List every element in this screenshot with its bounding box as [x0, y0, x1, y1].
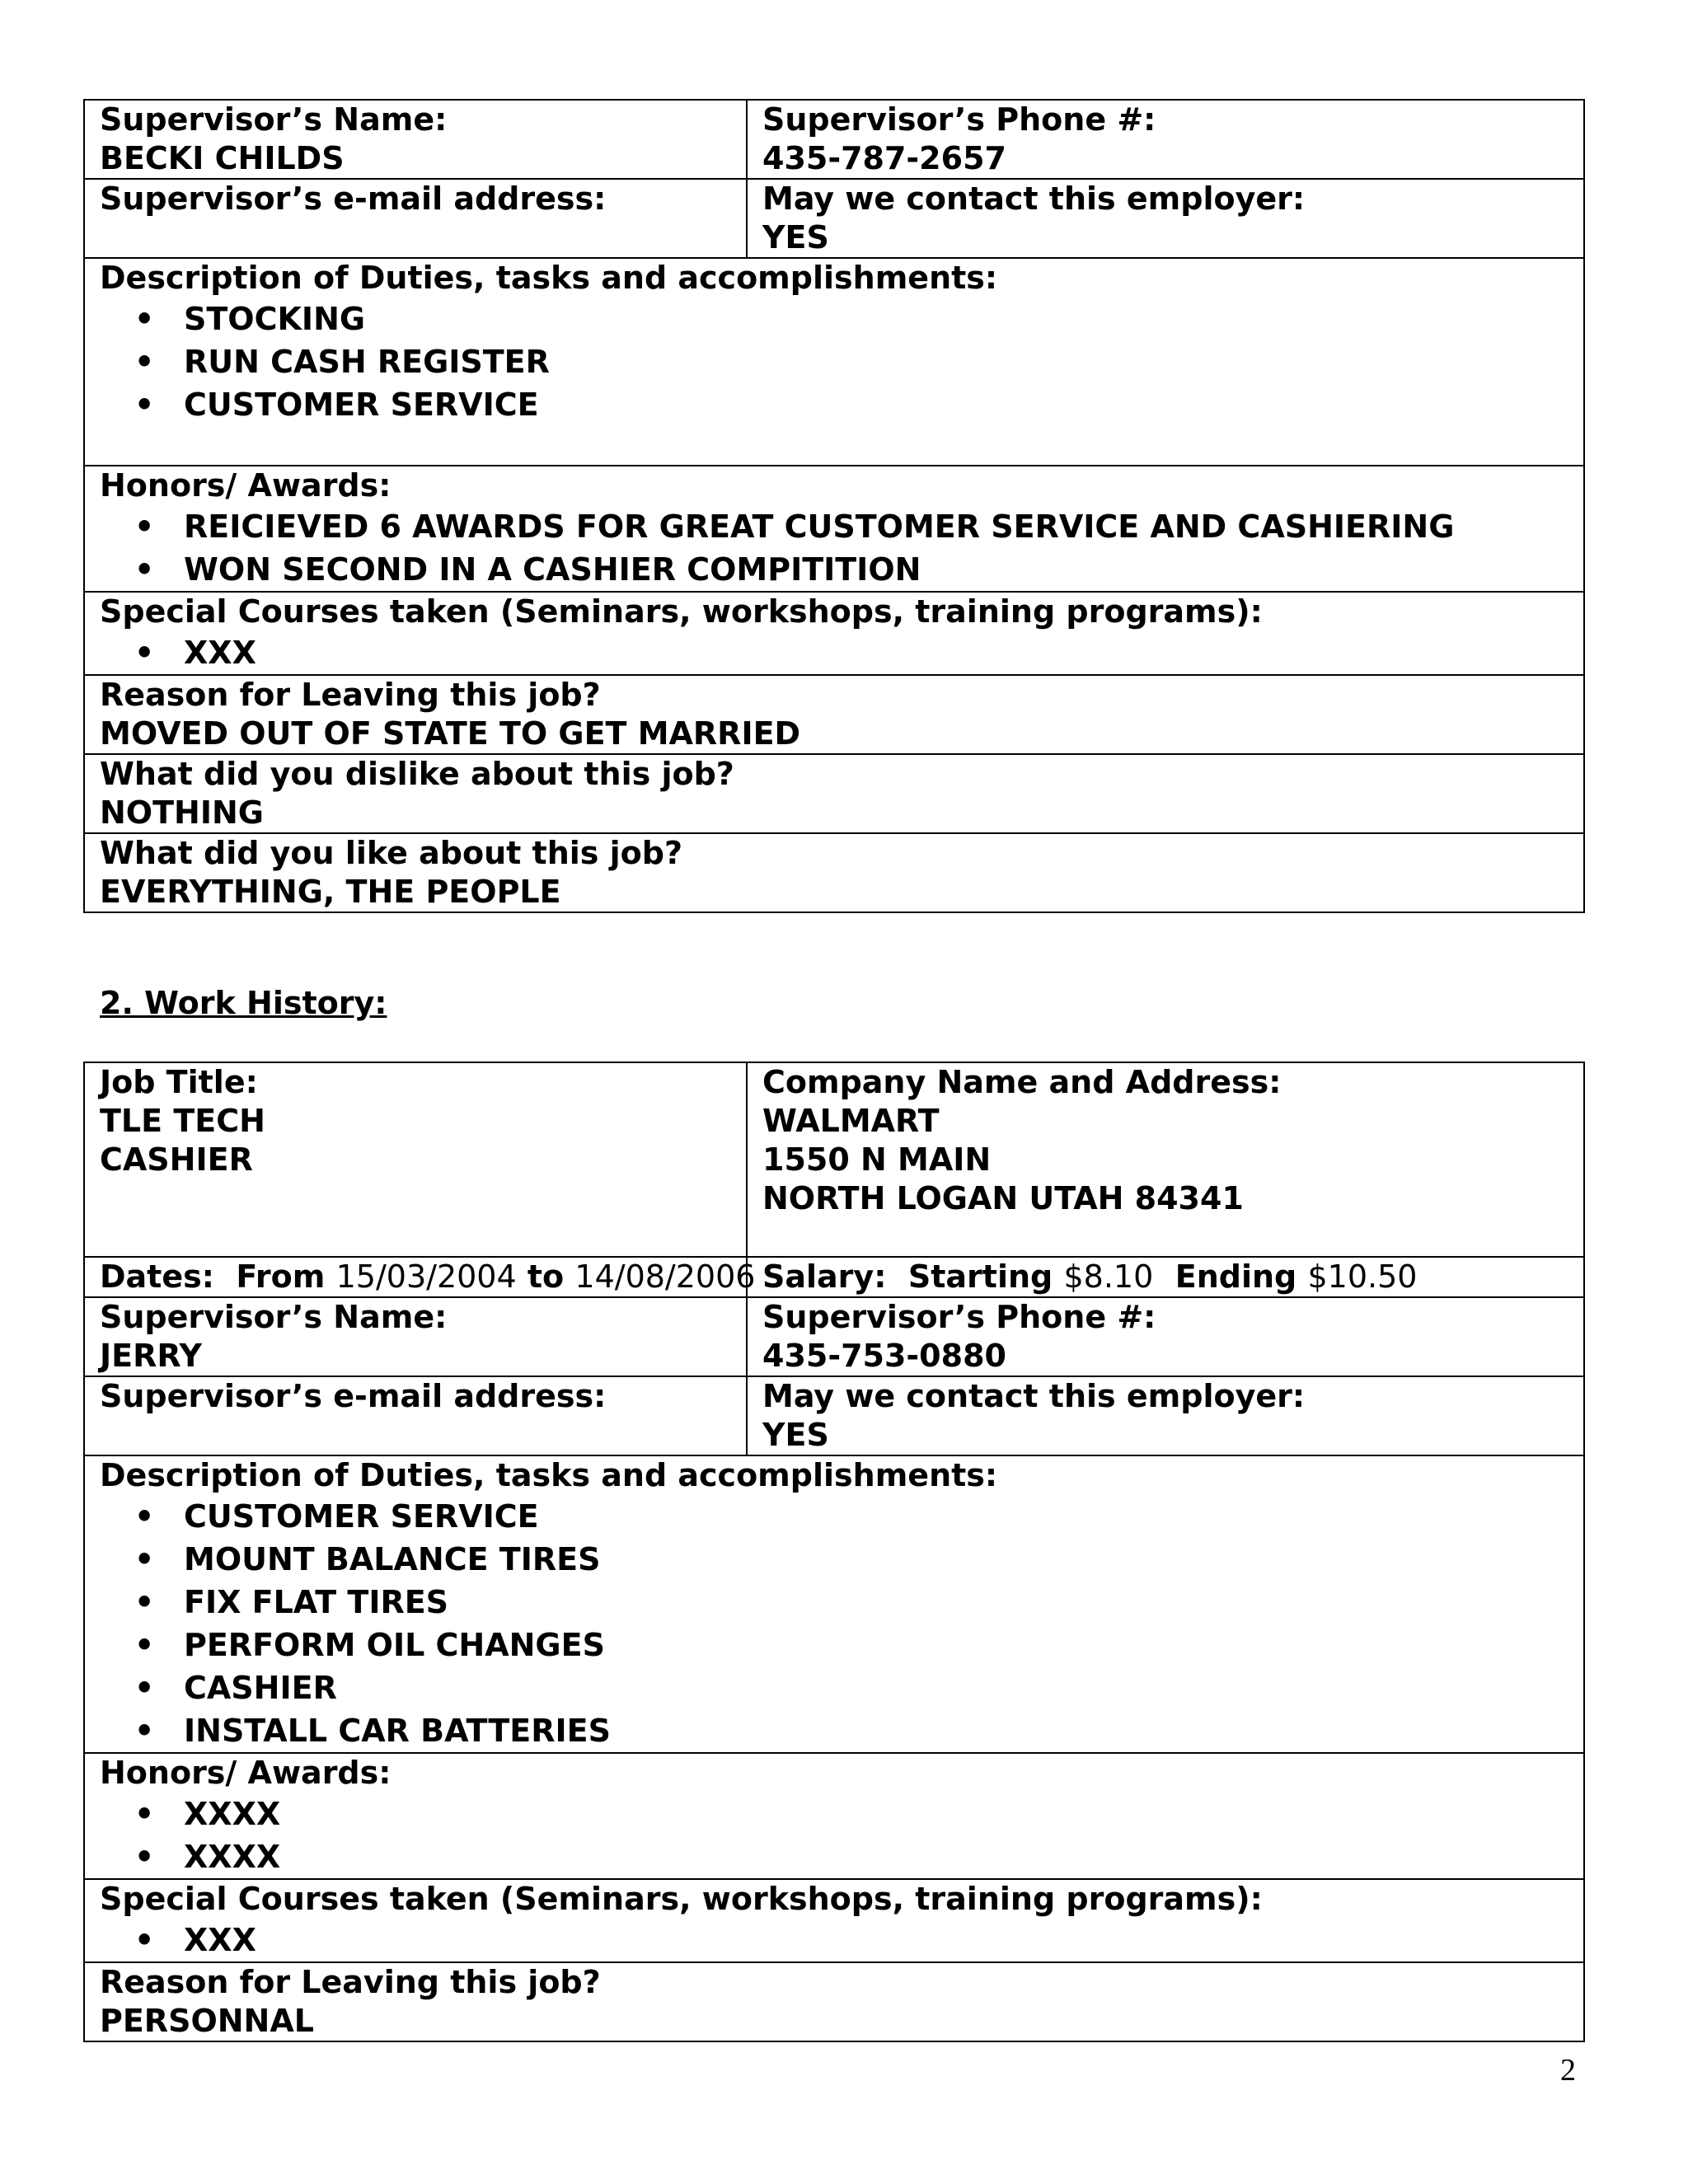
courses-label: Special Courses taken (Seminars, workshops, training programs):: [100, 593, 1263, 630]
job1-dislike-row: [84, 754, 1584, 833]
job1-duties-row: [84, 258, 1584, 466]
supervisor-name-value: JERRY: [100, 1338, 203, 1374]
courses-list: [100, 631, 1570, 674]
job1-contact-cell: [747, 179, 1584, 258]
courses-list: [100, 1919, 1570, 1961]
contact-employer-label: May we contact this employer:: [762, 180, 1306, 217]
to-date: 14/08/2006: [574, 1258, 756, 1295]
ending-salary: $10.50: [1307, 1258, 1418, 1295]
honors-list: [100, 1793, 1570, 1878]
leaving-label: Reason for Leaving this job?: [100, 1964, 601, 2000]
supervisor-email-label: Supervisor’s e-mail address:: [100, 180, 607, 217]
supervisor-phone-label: Supervisor’s Phone #:: [762, 1299, 1156, 1335]
job1-like-row: [84, 833, 1584, 912]
salary-label: Salary:: [762, 1258, 887, 1295]
leaving-label: Reason for Leaving this job?: [100, 677, 601, 713]
job2-dates-salary-row: [84, 1257, 1584, 1297]
job1-like-cell: [84, 833, 1584, 912]
list-item: • XXX: [184, 1919, 1570, 1961]
job1-supervisor-phone-cell: [747, 100, 1584, 179]
job-title-value: CASHIER: [100, 1141, 253, 1178]
work-history-heading: 2. Work History:: [100, 985, 387, 1021]
from-label: From: [236, 1258, 326, 1295]
job1-email-row: [84, 179, 1584, 258]
job2-email-cell: [84, 1376, 747, 1455]
job1-leaving-cell: [84, 675, 1584, 754]
courses-label: Special Courses taken (Seminars, workshops, training programs):: [100, 1881, 1263, 1917]
dates-label: Dates:: [100, 1258, 214, 1295]
job1-honors-row: [84, 466, 1584, 592]
job2-duties-cell: [84, 1455, 1584, 1753]
job1-leaving-row: [84, 675, 1584, 754]
honors-list: [100, 505, 1570, 591]
job1-courses-cell: [84, 592, 1584, 675]
job-title-value: TLE TECH: [100, 1103, 265, 1139]
job2-email-row: [84, 1376, 1584, 1455]
supervisor-name-label: Supervisor’s Name:: [100, 101, 448, 138]
dislike-label: What did you dislike about this job?: [100, 756, 734, 792]
contact-employer-value: YES: [762, 219, 829, 255]
job2-title-cell: [84, 1062, 747, 1257]
starting-label: Starting: [907, 1258, 1053, 1295]
duties-list: [100, 1495, 1570, 1752]
duties-list: [100, 298, 1570, 426]
list-item: • XXXX: [184, 1793, 1570, 1835]
company-city: NORTH LOGAN UTAH 84341: [762, 1180, 1244, 1216]
page-number: 2: [1560, 2053, 1576, 2088]
honors-label: Honors/ Awards:: [100, 1755, 392, 1791]
job2-dates-cell: [84, 1257, 756, 1297]
job1-supervisor-row: [84, 100, 1584, 179]
from-date: 15/03/2004: [335, 1258, 517, 1295]
supervisor-name-label: Supervisor’s Name:: [100, 1299, 448, 1335]
list-item: • INSTALL CAR BATTERIES: [184, 1709, 1570, 1752]
list-item: • WON SECOND IN A CASHIER COMPITITION: [184, 548, 1570, 591]
job2-honors-cell: [84, 1753, 1584, 1879]
job2-salary-cell: [747, 1257, 1584, 1297]
job2-duties-row: [84, 1455, 1584, 1753]
job1-courses-row: [84, 592, 1584, 675]
job2-honors-row: [84, 1753, 1584, 1879]
duties-label: Description of Duties, tasks and accomplishments:: [100, 1457, 998, 1493]
ending-label: Ending: [1175, 1258, 1297, 1295]
supervisor-email-label: Supervisor’s e-mail address:: [100, 1378, 607, 1414]
to-label: to: [527, 1258, 565, 1295]
list-item: • XXX: [184, 631, 1570, 674]
duties-label: Description of Duties, tasks and accomplishments:: [100, 260, 998, 296]
dislike-value: NOTHING: [100, 794, 264, 831]
supervisor-phone-value: 435-787-2657: [762, 140, 1006, 176]
job2-courses-cell: [84, 1879, 1584, 1962]
leaving-value: PERSONNAL: [100, 2003, 314, 2039]
supervisor-phone-value: 435-753-0880: [762, 1338, 1006, 1374]
job2-company-cell: [747, 1062, 1584, 1257]
job2-leaving-row: [84, 1962, 1584, 2041]
company-street: 1550 N MAIN: [762, 1141, 992, 1178]
job1-honors-cell: [84, 466, 1584, 592]
company-label: Company Name and Address:: [762, 1064, 1282, 1100]
contact-employer-label: May we contact this employer:: [762, 1378, 1306, 1414]
supervisor-name-value: BECKI CHILDS: [100, 140, 345, 176]
job2-leaving-cell: [84, 1962, 1584, 2041]
list-item: • CUSTOMER SERVICE: [184, 383, 1570, 426]
list-item: • STOCKING: [184, 298, 1570, 340]
list-item: • CUSTOMER SERVICE: [184, 1495, 1570, 1538]
starting-salary: $8.10: [1063, 1258, 1154, 1295]
job1-email-cell: [84, 179, 747, 258]
contact-employer-value: YES: [762, 1417, 829, 1453]
job2-supervisor-phone-cell: [747, 1297, 1584, 1376]
list-item: • RUN CASH REGISTER: [184, 340, 1570, 383]
list-item: • REICIEVED 6 AWARDS FOR GREAT CUSTOMER SERVICE AND CASHIERING: [184, 505, 1570, 548]
leaving-value: MOVED OUT OF STATE TO GET MARRIED: [100, 715, 801, 752]
job-title-label: Job Title:: [100, 1064, 258, 1100]
job1-table: [83, 99, 1585, 913]
company-name: WALMART: [762, 1103, 940, 1139]
list-item: • MOUNT BALANCE TIRES: [184, 1538, 1570, 1581]
supervisor-phone-label: Supervisor’s Phone #:: [762, 101, 1156, 138]
list-item: • XXXX: [184, 1835, 1570, 1878]
honors-label: Honors/ Awards:: [100, 467, 392, 504]
job2-courses-row: [84, 1879, 1584, 1962]
list-item: • PERFORM OIL CHANGES: [184, 1624, 1570, 1666]
job2-contact-cell: [747, 1376, 1584, 1455]
job1-supervisor-name-cell: [84, 100, 747, 179]
job2-supervisor-name-cell: [84, 1297, 747, 1376]
job2-title-company-row: [84, 1062, 1584, 1257]
list-item: • FIX FLAT TIRES: [184, 1581, 1570, 1624]
job1-dislike-cell: [84, 754, 1584, 833]
like-value: EVERYTHING, THE PEOPLE: [100, 874, 561, 910]
job2-supervisor-row: [84, 1297, 1584, 1376]
job1-duties-cell: [84, 258, 1584, 466]
list-item: • CASHIER: [184, 1666, 1570, 1709]
like-label: What did you like about this job?: [100, 835, 682, 871]
job2-table: [83, 1062, 1585, 2042]
